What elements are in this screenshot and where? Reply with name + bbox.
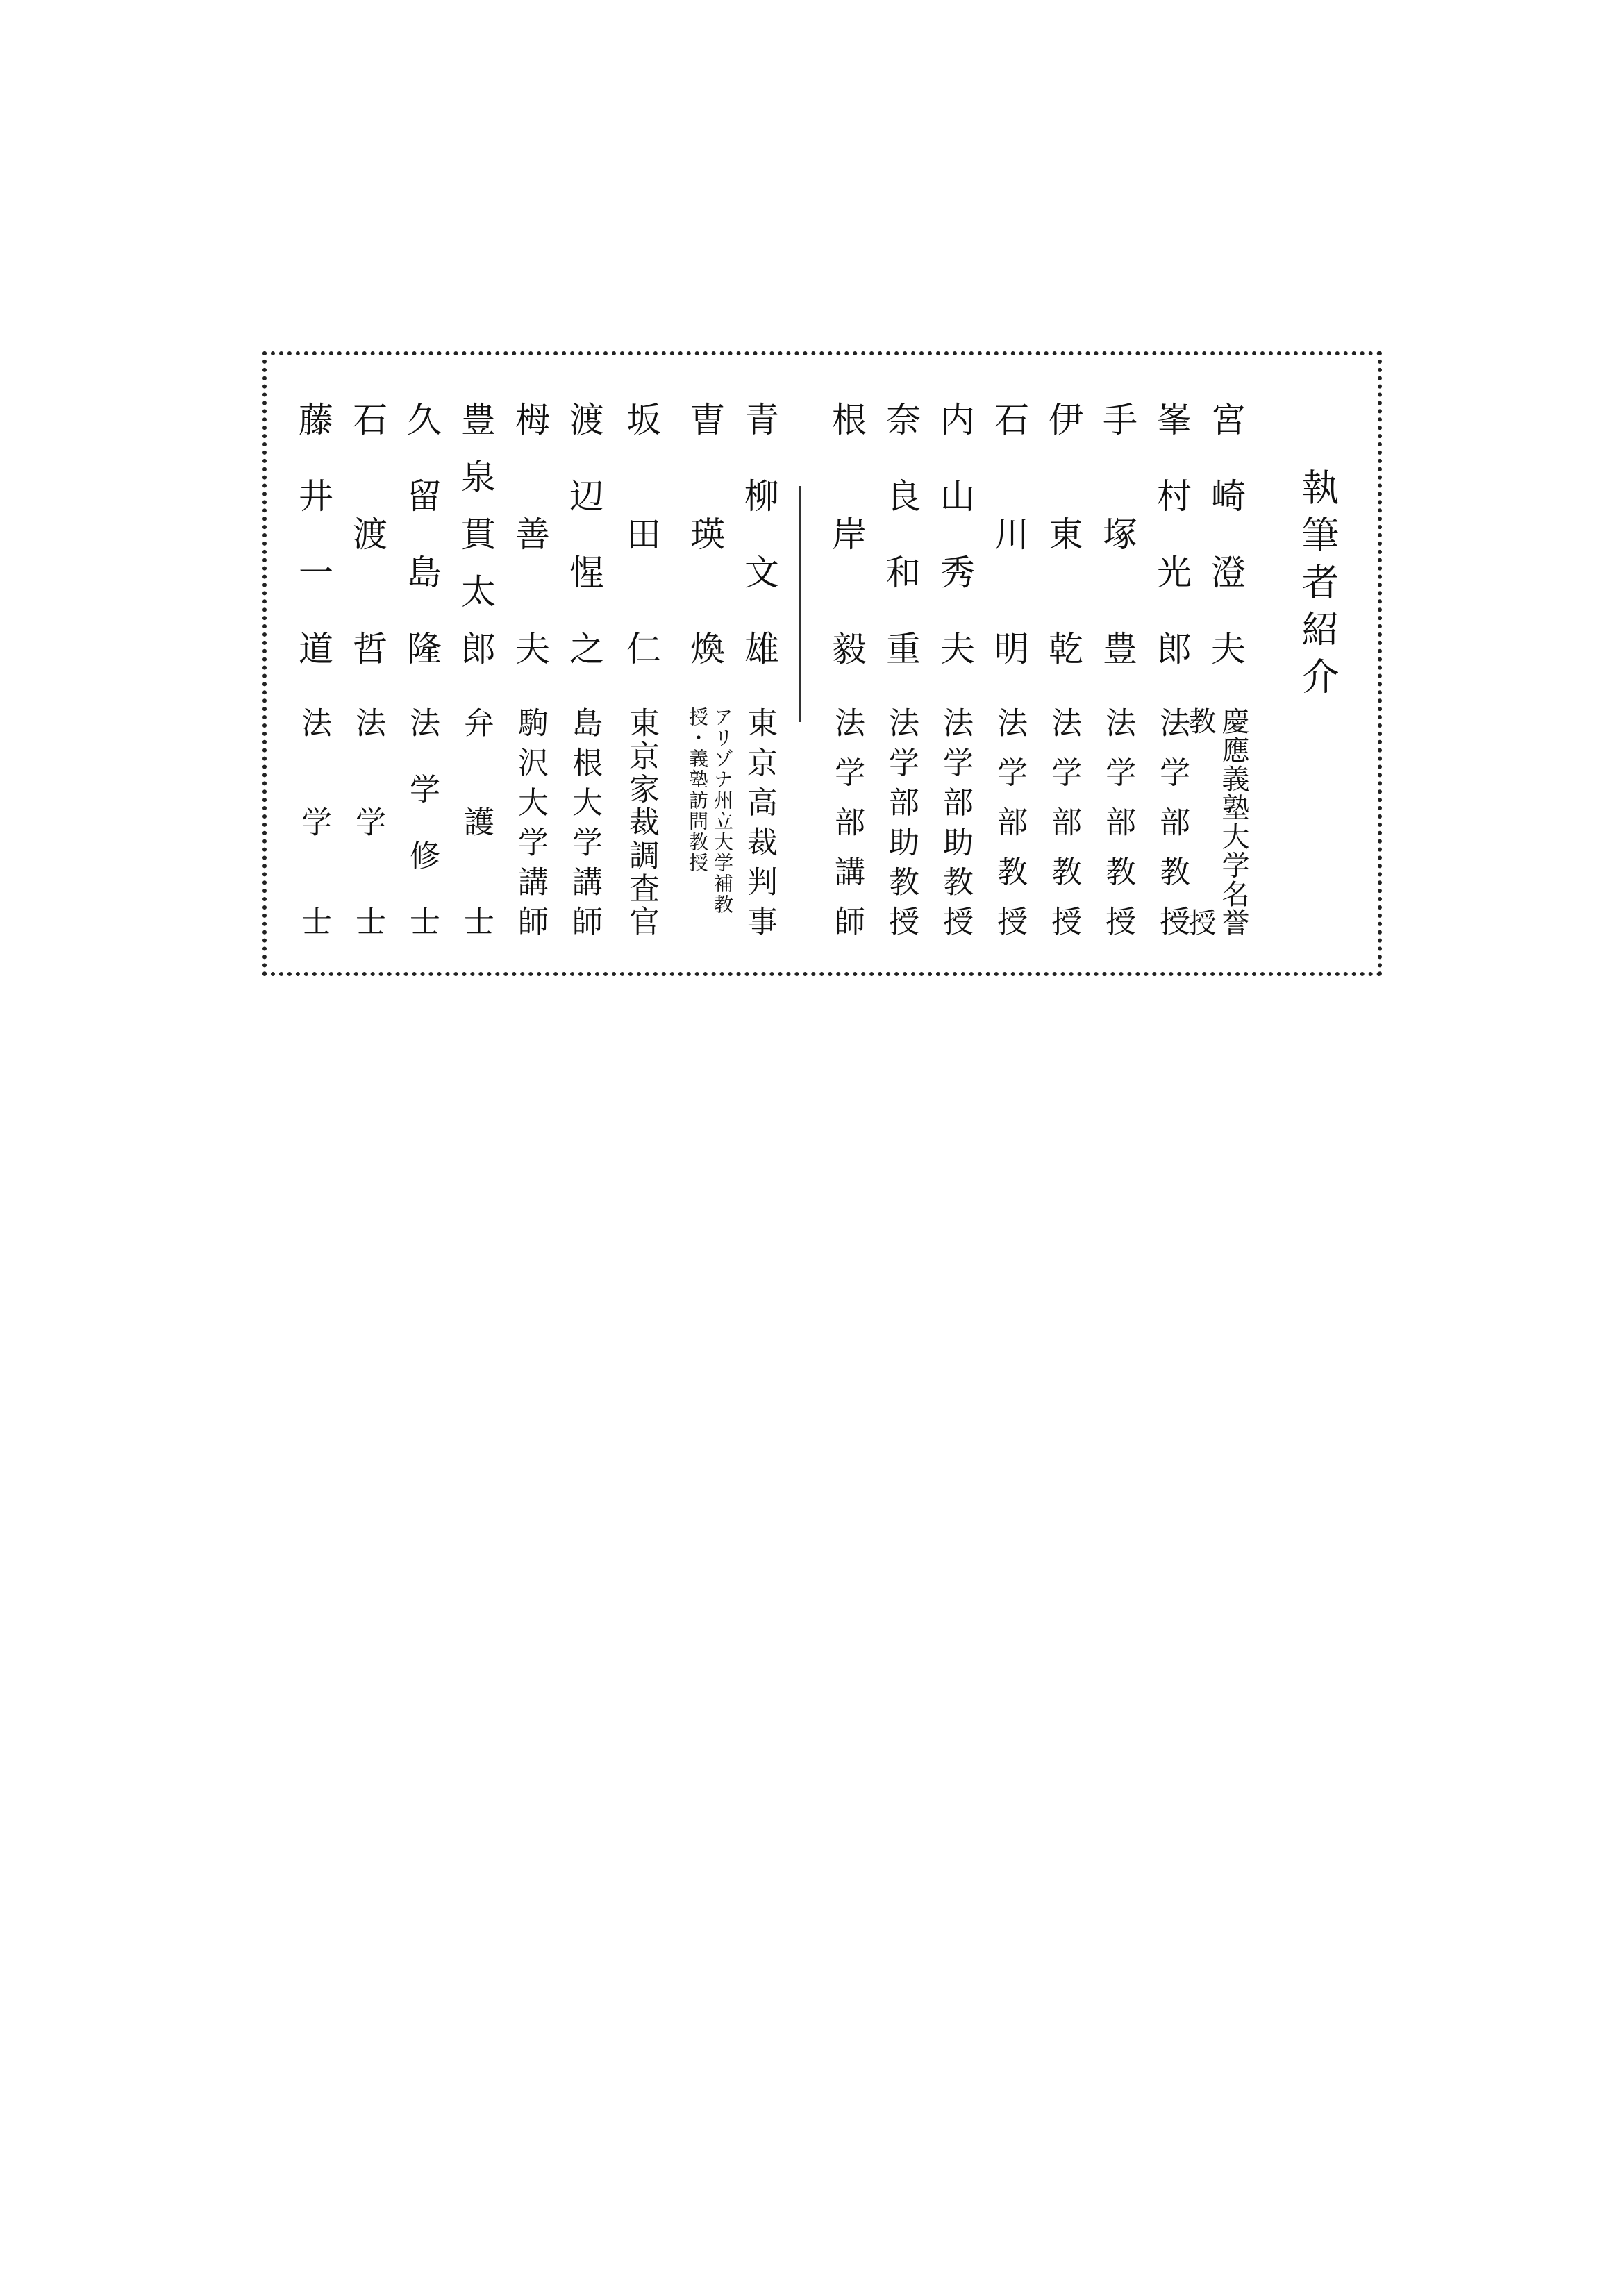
contributor-name: 伊東乾 [1043,401,1083,665]
contributor-name: 青柳文雄 [739,401,779,665]
contributor-title: 法学士 [296,707,331,936]
contributor-title: 法学士 [350,707,385,936]
contributor-title: 法学部助教授 [883,707,919,936]
contributor-title: 慶應義塾大学名誉教授 [1184,707,1249,936]
column-divider [799,486,801,722]
contributor-title: 法学部教授 [992,707,1027,936]
contributor-name: 坂田仁 [621,401,661,665]
contributor-name: 曺瑛煥 [685,401,725,665]
contributor-title: アリゾナ州立大学補教授・義塾訪問教授 [686,707,734,915]
page-title: 執筆者紹介 [1296,468,1340,704]
contributor-title: 東京家裁調査官 [624,707,659,936]
contributor-name: 豊泉貫太郎 [456,401,496,665]
contributor-name: 久留島隆 [401,401,442,665]
contributor-title: 法学部教授 [1100,707,1135,936]
contributor-name: 渡辺惺之 [564,401,604,665]
contributor-title: 弁護士 [458,707,494,936]
contributor-name: 峯村光郎 [1151,401,1192,665]
contributor-name: 石川明 [989,401,1029,665]
contributor-title: 東京高裁判事 [742,707,777,936]
contributor-title: 法学部教授 [1046,707,1081,936]
contributor-name: 奈良和重 [881,401,921,665]
contributor-name: 宮崎澄夫 [1206,401,1246,665]
contributor-name: 栂善夫 [510,401,550,665]
contributor-title: 法学部助教授 [937,707,973,936]
contributor-title: 法学部講師 [829,707,865,936]
contributor-title: 島根大学講師 [567,707,602,936]
contributor-name: 根岸毅 [826,401,867,665]
contributor-name: 石渡哲 [347,401,387,665]
contributor-title: 法学修士 [404,707,440,936]
contributor-title: 駒沢大学講師 [512,707,548,936]
contributor-name: 藤井一道 [293,401,333,665]
contributor-name: 手塚豊 [1097,401,1137,665]
contributor-name: 内山秀夫 [935,401,975,665]
contributor-title: 法学部教授 [1154,707,1190,936]
